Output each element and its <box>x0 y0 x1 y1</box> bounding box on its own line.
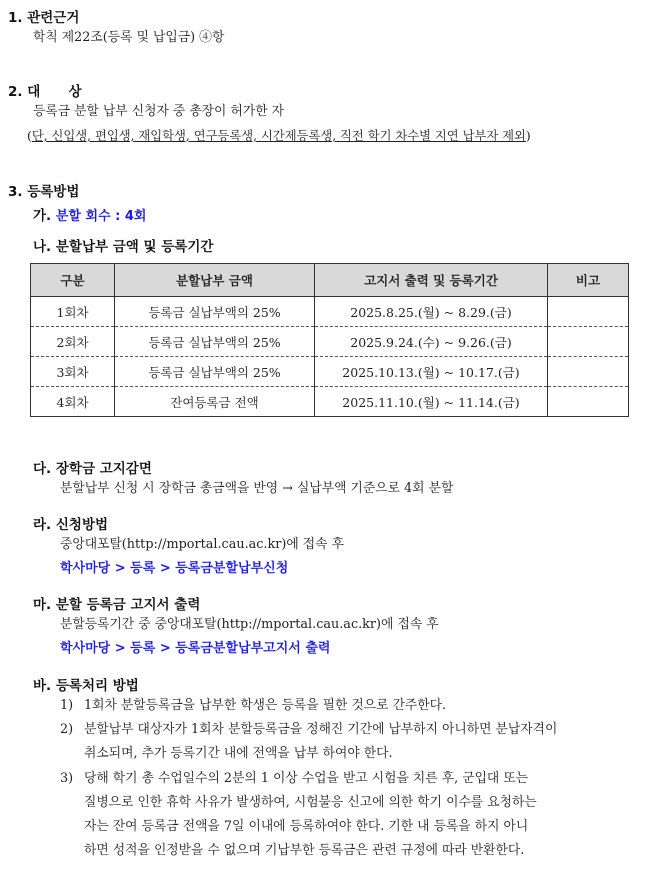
table-row <box>31 327 629 357</box>
section-1-body: 학칙 제22조(등록 및 납입금) ④항 <box>33 30 225 45</box>
note-underlined-text: 단, 신입생, 편입생, 재입학생, 연구등록생, 시간제등록생, 직전 학기 차수별 지연 납부자 제외 <box>31 129 526 143</box>
table-cell <box>548 327 629 357</box>
table-cell <box>548 357 629 387</box>
list-item-number: 1) <box>60 698 74 713</box>
ga-installment-count: 분할 회수 : 4회 <box>55 209 147 224</box>
ga-prefix: 가. <box>33 208 56 224</box>
section-1-title: 1. 관련근거 <box>8 10 80 26</box>
table-row <box>31 297 629 327</box>
table-row <box>31 387 629 417</box>
subsection-ra-body: 중앙대포탈(http://mportal.cau.ac.kr)에 접속 후 <box>60 537 344 552</box>
section-3-title: 3. 등록방법 <box>8 184 80 200</box>
table-cell: 2025.9.24.(수) ~ 9.26.(금) <box>315 327 548 357</box>
list-item-line: 취소되며, 추가 등록기간 내에 전액을 납부 하여야 한다. <box>84 746 393 761</box>
subsection-da-body: 분할납부 신청 시 장학금 총금액을 반영 → 실납부액 기준으로 4회 분할 <box>60 481 454 496</box>
list-item-line: 1회차 분할등록금을 납부한 학생은 등록을 필한 것으로 간주한다. <box>84 698 447 713</box>
list-item-number: 3) <box>60 771 74 786</box>
section-2-title: 2. 대 상 <box>8 84 82 100</box>
subsection-ma-body: 분할등록기간 중 중앙대포탈(http://mportal.cau.ac.kr)에 접속 후 <box>60 617 439 632</box>
table-header-row <box>31 264 629 297</box>
subsection-da-title: 다. 장학금 고지감면 <box>33 461 152 477</box>
table-cell: 1회차 <box>31 297 115 327</box>
table-cell: 4회차 <box>31 387 115 417</box>
subsection-ba-title: 바. 등록처리 방법 <box>33 678 139 694</box>
section-2-body: 등록금 분할 납부 신청자 중 총장이 허가한 자 <box>33 104 284 119</box>
table-cell: 2025.11.10.(월) ~ 11.14.(금) <box>315 387 548 417</box>
table-cell: 잔여등록금 전액 <box>115 387 315 417</box>
table-cell <box>548 297 629 327</box>
list-item-line: 당해 학기 총 수업일수의 2분의 1 이상 수업을 받고 시험을 치른 후, 군입대 또는 <box>84 771 529 786</box>
list-item-line: 하면 성적을 인정받을 수 없으며 기납부한 등록금은 관련 규정에 따라 반환한다. <box>84 843 525 858</box>
list-item-line: 질병으로 인한 휴학 사유가 발생하여, 시험불응 신고에 의한 학기 이수를 요청하는 <box>84 795 537 810</box>
subsection-ma-title: 마. 분할 등록금 고지서 출력 <box>33 597 201 613</box>
table-header-cell: 비고 <box>548 264 629 297</box>
installment-schedule-table <box>30 263 629 417</box>
table-cell: 2025.8.25.(월) ~ 8.29.(금) <box>315 297 548 327</box>
note-open-paren: ( <box>27 129 32 143</box>
table-header-cell: 고지서 출력 및 등록기간 <box>315 264 548 297</box>
table-cell: 등록금 실납부액의 25% <box>115 327 315 357</box>
note-close-paren: ) <box>525 129 531 143</box>
table-header-cell: 구분 <box>31 264 115 297</box>
list-item-line: 분할납부 대상자가 1회차 분할등록금을 정해진 기간에 납부하지 아니하면 분납자격이 <box>84 722 558 737</box>
table-cell: 2025.10.13.(월) ~ 10.17.(금) <box>315 357 548 387</box>
table-cell: 등록금 실납부액의 25% <box>115 297 315 327</box>
apply-menu-path: 학사마당 > 등록 > 등록금분할납부신청 <box>60 561 289 576</box>
section-2-note <box>27 128 531 144</box>
table-cell: 3회차 <box>31 357 115 387</box>
table-row <box>31 357 629 387</box>
table-cell: 등록금 실납부액의 25% <box>115 357 315 387</box>
table-cell: 2회차 <box>31 327 115 357</box>
list-item-number: 2) <box>60 722 74 737</box>
subsection-ga <box>33 204 147 224</box>
subsection-na-title: 나. 분할납부 금액 및 등록기간 <box>33 239 214 255</box>
list-item-line: 자는 잔여 등록금 전액을 7일 이내에 등록하여야 한다. 기한 내 등록을 하지 아니 <box>84 819 529 834</box>
table-cell <box>548 387 629 417</box>
table-header-cell: 분할납부 금액 <box>115 264 315 297</box>
invoice-menu-path: 학사마당 > 등록 > 등록금분할납부고지서 출력 <box>60 641 331 656</box>
subsection-ra-title: 라. 신청방법 <box>33 517 109 533</box>
